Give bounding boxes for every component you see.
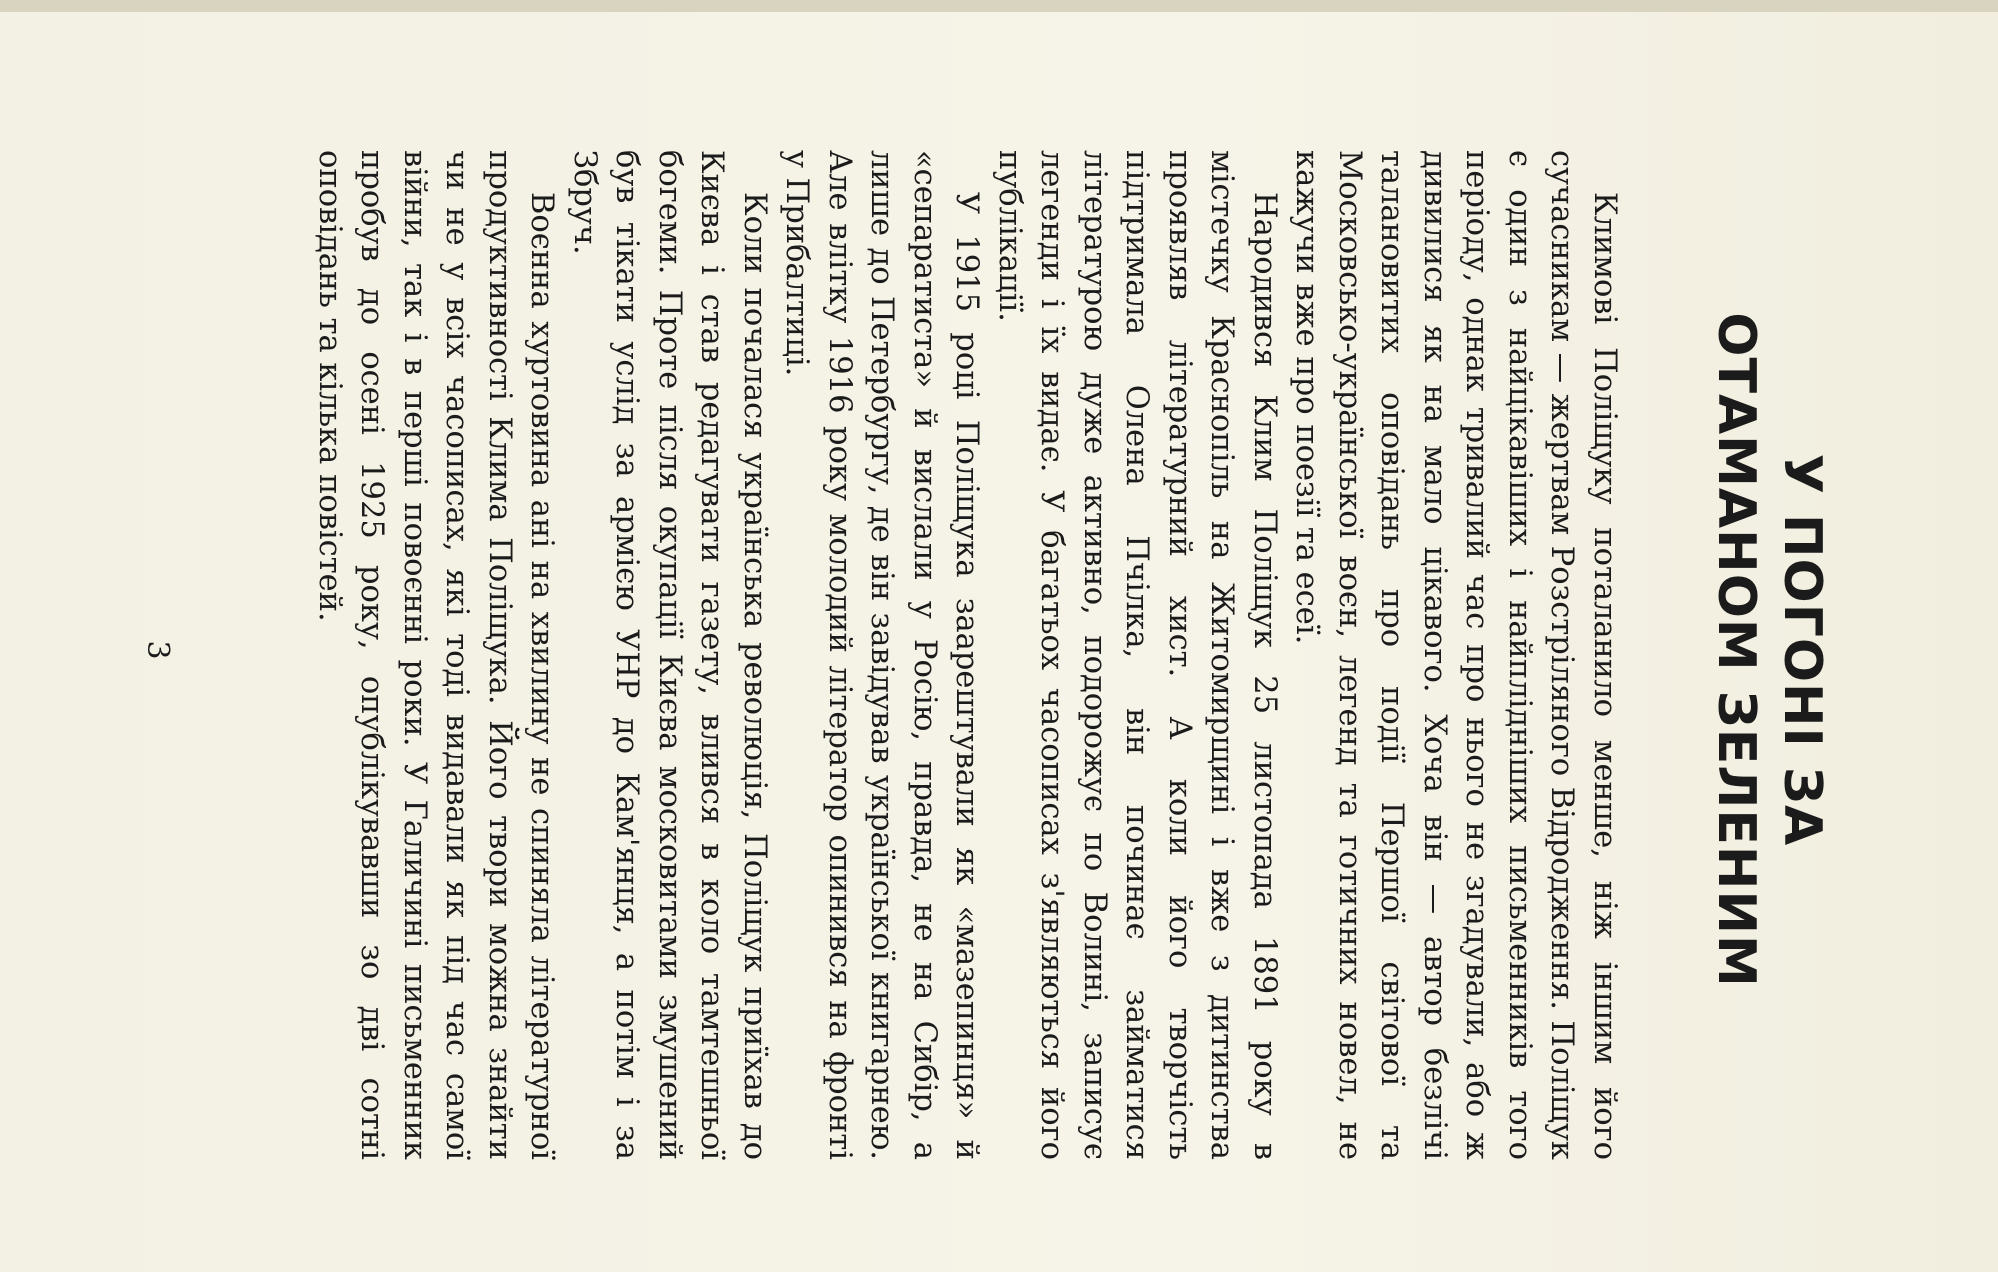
chapter-title-line-2: ОТАМАНОМ ЗЕЛЕНИМ [1706, 312, 1766, 988]
page-number: 3 [140, 640, 175, 660]
body-text [308, 150, 1626, 1160]
paragraph: Воєнна хуртовина ані на хвилину не спиняла літературної продуктивності Клима Поліщука. Його твори можна знайти чи не у всіх часописах, які тоді видавали як під час самої війни, так і в перші повоєнні роки. У Галичині письменник пробув до осені 1925 року, опублікувавши зо дві сотні оповідань та кілька повістей. [312, 150, 560, 1160]
paragraph: У 1915 році Поліщука заарештували як «мазепинця» й «сепаратиста» й вислали у Росію, правда, не на Сибір, а лише до Петербургу, де він завідував української книгарнею. Але влітку 1916 року молодий літератор опинився на фронті у Прибалтиці. [779, 150, 985, 1160]
chapter-title-line-1: У ПОГОНІ ЗА [1772, 453, 1832, 847]
book-page [135, 130, 1835, 1170]
paragraph: Климові Поліщуку поталанило менше, ніж іншим його сучасникам — жертвам Розстріляного Відродження. Поліщук є один з найцікавіших і найплідніших письменників того періоду, однак тривалий час про нього не згадували, або ж дивилися як на мало цікавого. Хоча він — автор безлічі талановитих оповідань про події Першої світової та Московсько-української воєн, легенд та готичних новел, не кажучи вже про поезії та есеї. [1289, 150, 1622, 1160]
paragraph: Народився Клим Поліщук 25 листопада 1891 року в містечку Краснопіль на Житомирщині і вже з дитинства проявляв літературний хист. А коли його творчість підтримала Олена Пчілка, він починає займатися літературою дуже активно, подорожує по Волині, записує легенди і їх видає. У багатьох часописах з'являються його публікації. [992, 150, 1282, 1160]
page-edge [0, 0, 1998, 12]
paragraph: Коли почалася українська революція, Поліщук приїхав до Києва і став редагувати газету, влився в коло тамтешньої богеми. Проте після окупації Києва московитами змушений був тікати услід за армією УНР до Кам'янця, а потім і за Збруч. [567, 150, 772, 1160]
chapter-title [1703, 130, 1835, 1170]
